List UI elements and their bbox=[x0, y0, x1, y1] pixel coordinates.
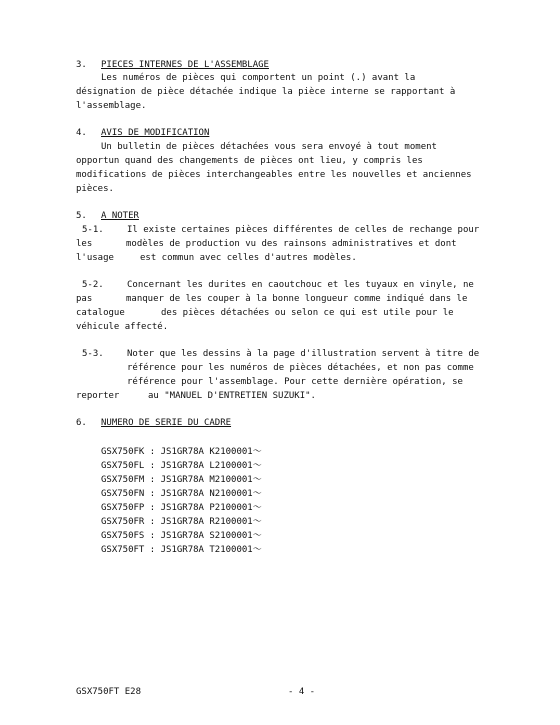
footer-model-code: GSX750FT E28 bbox=[76, 687, 142, 697]
frame-serial-row: GSX750FM : JS1GR78A M2100001～ bbox=[101, 475, 262, 485]
section-3-line-2: désignation de pièce détachée indique la pièce interne se rapportant à bbox=[76, 87, 456, 97]
frame-serial-row: GSX750FL : JS1GR78A L2100001～ bbox=[101, 461, 262, 471]
footer-page-number: - 4 - bbox=[288, 687, 316, 697]
note-5-3-line-2: référence pour les numéros de pièces détachées, et non pas comme bbox=[127, 363, 474, 373]
note-5-2-line-2a: pas bbox=[76, 294, 93, 304]
note-5-2-line-1: Concernant les durites en caoutchouc et les tuyaux en vinyle, ne bbox=[127, 280, 474, 290]
note-5-3-line-4b: au "MANUEL D'ENTRETIEN SUZUKI". bbox=[148, 391, 316, 401]
frame-serial-row: GSX750FN : JS1GR78A N2100001～ bbox=[101, 489, 262, 499]
note-5-2-line-4: véhicule affecté. bbox=[76, 322, 169, 332]
section-3-line-3: l'assemblage. bbox=[76, 101, 147, 111]
note-5-3-line-1: Noter que les dessins à la page d'illustration servent à titre de bbox=[127, 349, 480, 359]
note-5-3-line-4a: reporter bbox=[76, 391, 120, 401]
frame-serial-row: GSX750FR : JS1GR78A R2100001～ bbox=[101, 517, 262, 527]
note-5-1-line-3a: l'usage bbox=[76, 253, 114, 263]
section-4-line-2: opportun quand des changements de pièces ont lieu, y compris les bbox=[76, 156, 423, 166]
section-4-title: AVIS DE MODIFICATION bbox=[101, 128, 210, 138]
note-5-2-line-2b: manquer de les couper à la bonne longueur comme indiqué dans le bbox=[126, 294, 468, 304]
note-5-1-number: 5-1. bbox=[82, 225, 104, 235]
section-4-line-4: pièces. bbox=[76, 184, 114, 194]
note-5-1-line-1: Il existe certaines pièces différentes de celles de rechange pour bbox=[127, 225, 480, 235]
note-5-2-line-3a: catalogue bbox=[76, 308, 125, 318]
section-4-number: 4. bbox=[76, 128, 87, 138]
note-5-2-line-3b: des pièces détachées ou selon ce qui est utile pour le bbox=[161, 308, 454, 318]
frame-serial-row: GSX750FP : JS1GR78A P2100001～ bbox=[101, 503, 262, 513]
section-4-line-1: Un bulletin de pièces détachées vous sera envoyé à tout moment bbox=[101, 142, 437, 152]
section-4-line-3: modifications de pièces interchangeables entre les nouvelles et anciennes bbox=[76, 170, 472, 180]
note-5-1-line-2b: modèles de production vu des rainsons administratives et dont bbox=[126, 239, 457, 249]
section-3-line-1: Les numéros de pièces qui comportent un point (.) avant la bbox=[101, 73, 416, 83]
section-5-title: A NOTER bbox=[101, 211, 139, 221]
note-5-2-number: 5-2. bbox=[82, 280, 104, 290]
section-3-title: PIECES INTERNES DE L'ASSEMBLAGE bbox=[101, 60, 269, 70]
section-6-title: NUMERO DE SERIE DU CADRE bbox=[101, 418, 232, 428]
frame-serial-row: GSX750FS : JS1GR78A S2100001～ bbox=[101, 531, 262, 541]
section-6-number: 6. bbox=[76, 418, 87, 428]
note-5-1-line-3b: est commun avec celles d'autres modèles. bbox=[140, 253, 357, 263]
note-5-1-line-2a: les bbox=[76, 239, 93, 249]
note-5-3-number: 5-3. bbox=[82, 349, 104, 359]
frame-serial-row: GSX750FK : JS1GR78A K2100001～ bbox=[101, 447, 262, 457]
note-5-3-line-3: référence pour l'assemblage. Pour cette dernière opération, se bbox=[127, 377, 463, 387]
frame-serial-row: GSX750FT : JS1GR78A T2100001～ bbox=[101, 545, 262, 555]
section-3-number: 3. bbox=[76, 60, 87, 70]
section-5-number: 5. bbox=[76, 211, 87, 221]
